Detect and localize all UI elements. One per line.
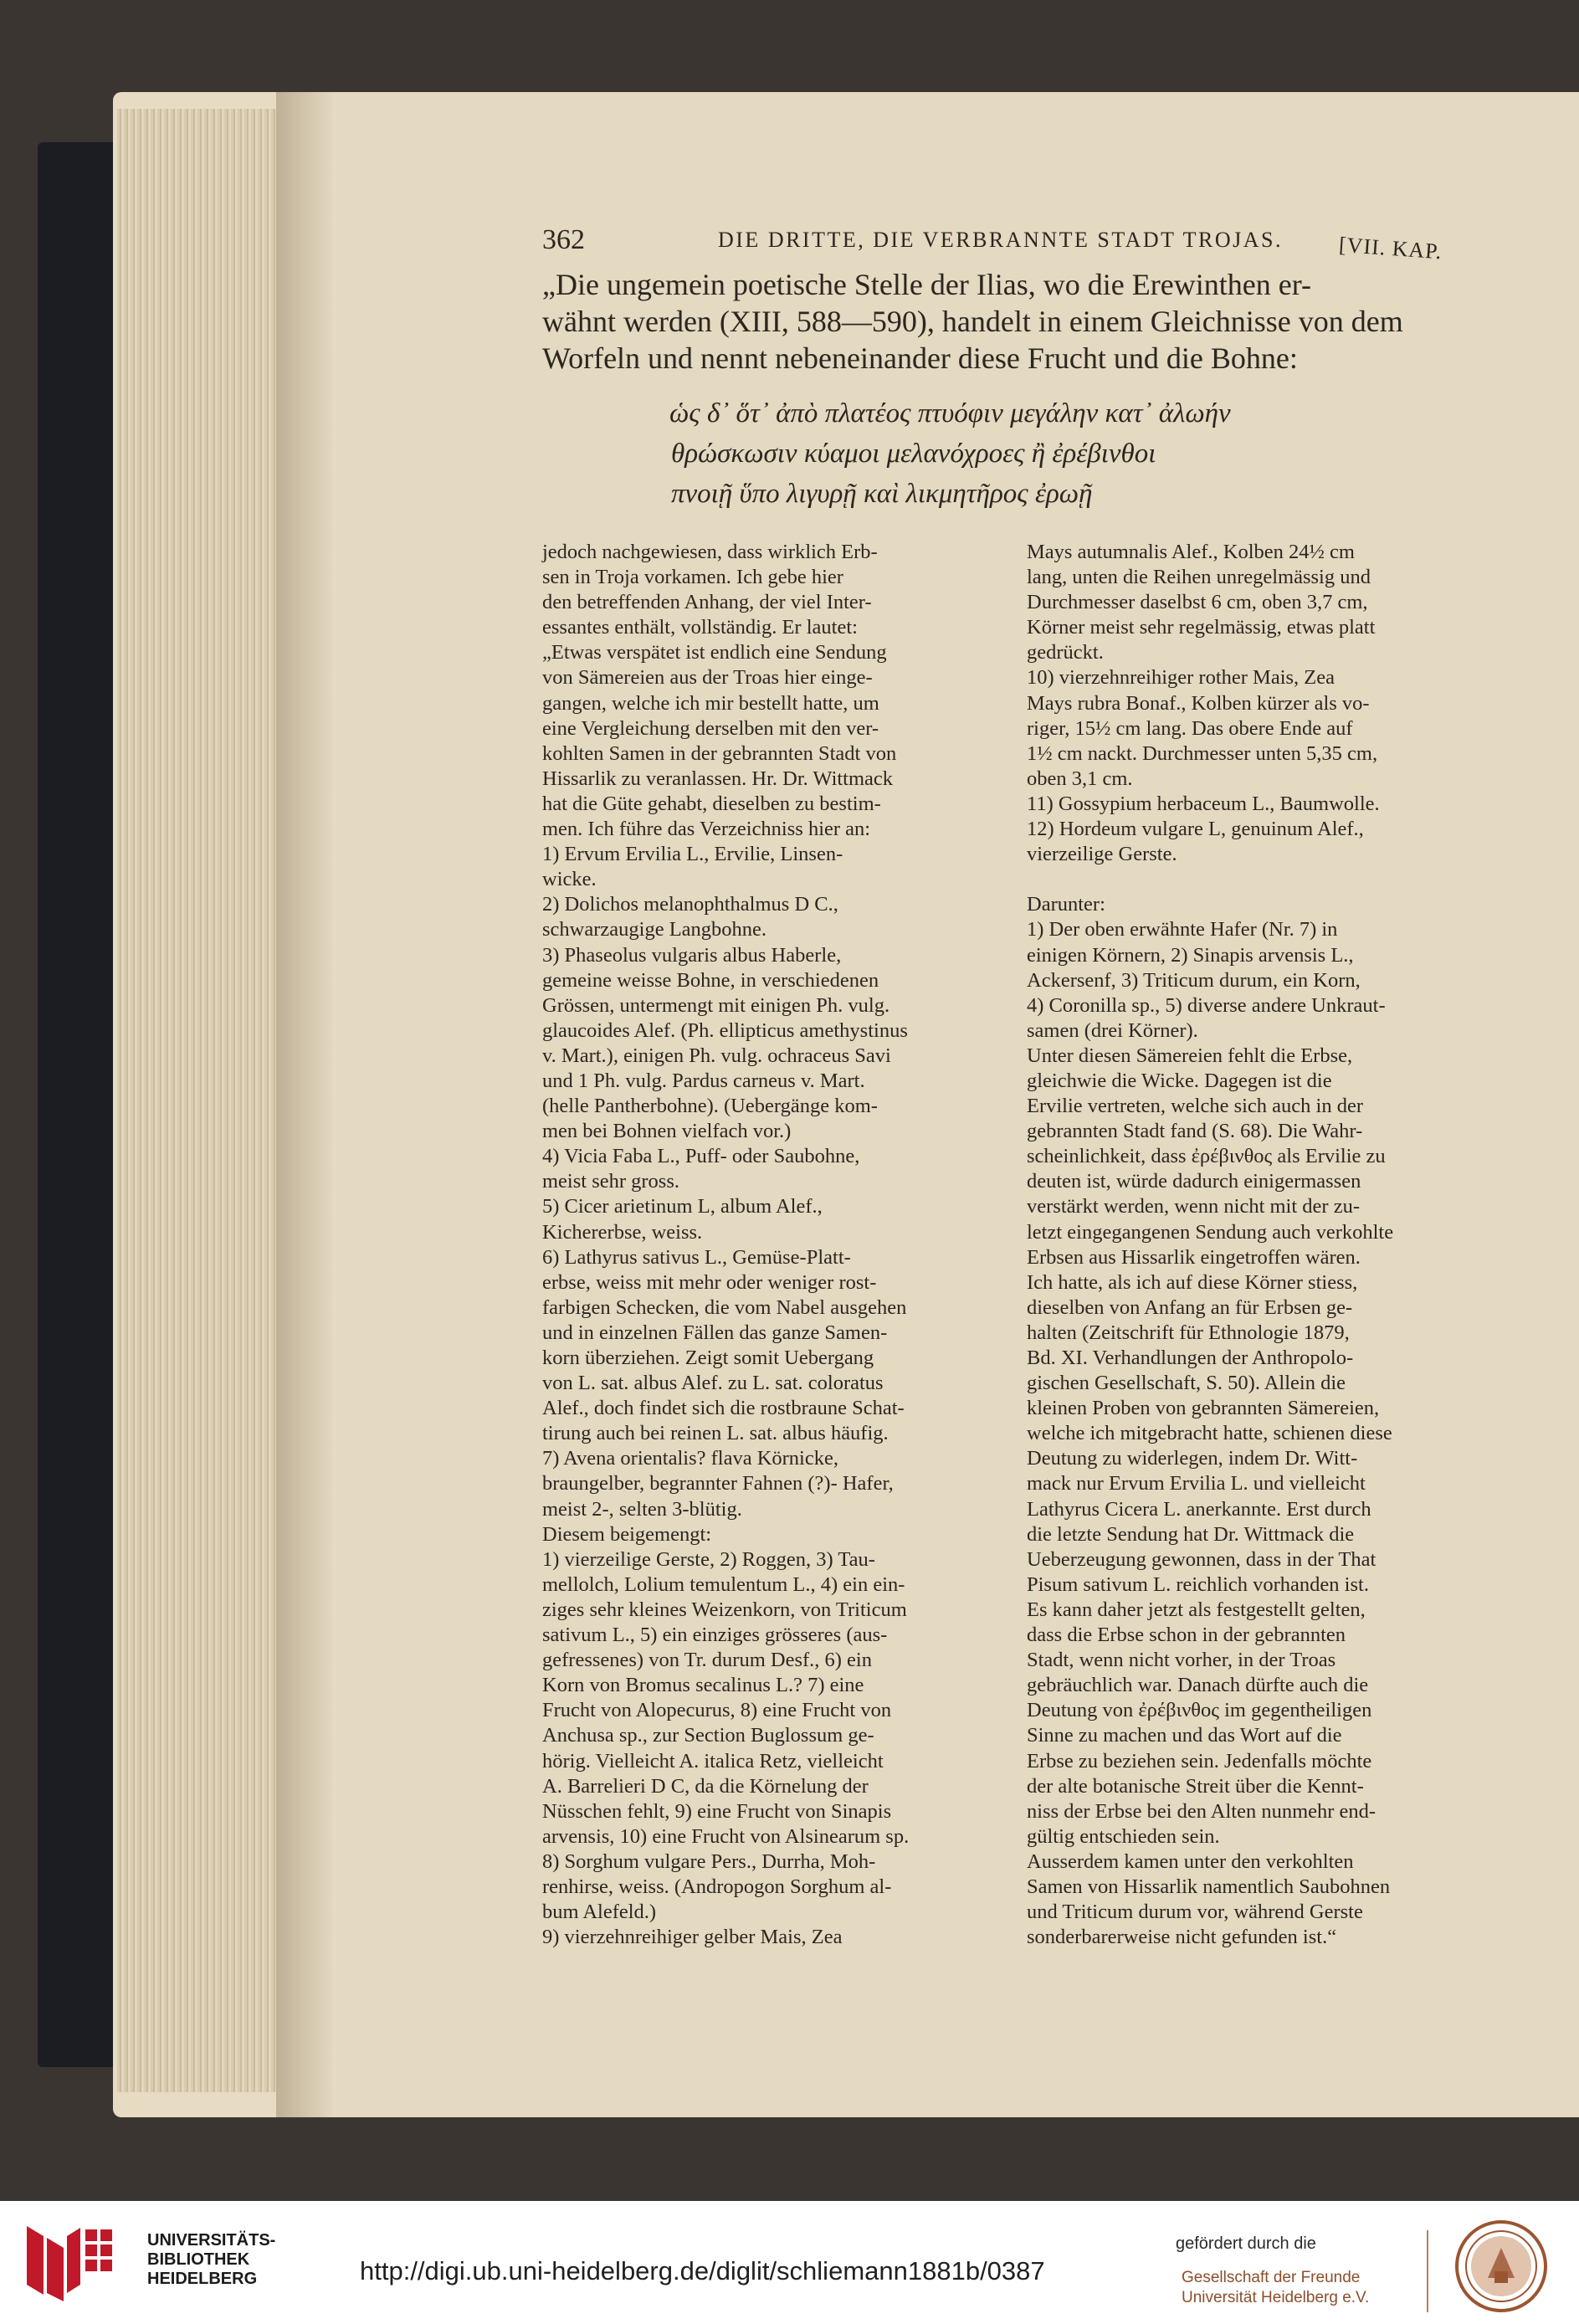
greek-quote [669,393,1423,514]
text-line: arvensis, 10) eine Frucht von Alsinearum sp. [542,1824,910,1848]
text-line: Durchmesser daselbst 6 cm, oben 3,7 cm, [1027,591,1368,614]
text-line: gemeine weisse Bohne, in verschiedenen [542,968,879,992]
text-line: Anchusa sp., zur Section Buglossum ge- [542,1724,874,1747]
text-line: men. Ich führe das Verzeichniss hier an: [542,818,871,841]
text-line: gefressenes) von Tr. durum Desf., 6) ein [542,1649,872,1672]
text-line: die letzte Sendung hat Dr. Wittmack die [1027,1522,1355,1546]
text-line: 2) Dolichos melanophthalmus D C., [542,893,838,916]
page-number: 362 [542,224,585,255]
text-line: Sinne zu machen und das Wort auf die [1027,1724,1342,1747]
left-text-column [542,540,986,1950]
text-line: Diesem beigemengt: [542,1522,712,1546]
text-line: korn überziehen. Zeigt somit Uebergang [542,1347,874,1369]
text-line: 9) vierzehnreihiger gelber Mais, Zea [542,1926,843,1949]
text-line: gleichwie die Wicke. Dagegen ist die [1027,1069,1332,1092]
text-line: gangen, welche ich mir bestellt hatte, um [542,691,879,715]
text-line: niss der Erbse bei den Alten nunmehr end- [1027,1799,1376,1823]
text-line: Körner meist sehr regelmässig, etwas platt [1027,616,1376,639]
text-line: und 1 Ph. vulg. Pardus carneus v. Mart. [542,1069,865,1092]
text-line: Mays autumnalis Alef., Kolben 24½ cm [1027,541,1355,563]
text-line: A. Barrelieri D C, da die Körnelung der [542,1774,869,1798]
text-line: deuten ist, würde dadurch einigermassen [1027,1170,1361,1193]
text-line: meist 2-, selten 3-blütig. [542,1497,742,1521]
text-line: Erbsen aus Hissarlik eingetroffen wären. [1027,1245,1361,1269]
text-line: 11) Gossypium herbaceum L., Baumwolle. [1027,792,1380,815]
text-line: 1) Ervum Ervilia L., Ervilie, Linsen- [542,843,843,866]
text-line: 8) Sorghum vulgare Pers., Durrha, Moh- [542,1849,876,1873]
text-line: hat die Güte gehabt, dieselben zu bestim- [542,792,881,815]
text-line: Ich hatte, als ich auf diese Körner stiess, [1027,1270,1358,1294]
text-line: verstärkt werden, wenn nicht mit der zu- [1027,1195,1360,1218]
text-line: 1½ cm nackt. Durchmesser unten 5,35 cm, [1027,741,1378,765]
text-line: welche ich mitgebracht hatte, schienen diese [1027,1422,1392,1445]
text-line: der alte botanische Streit über die Kennt- [1027,1774,1364,1798]
text-line: scheinlichkeit, dass ἐρέβινθος als Ervilie zu [1027,1145,1386,1168]
text-line: Lathyrus Cicera L. anerkannte. Erst durch [1027,1497,1371,1521]
text-line: men bei Bohnen vielfach vor.) [542,1120,792,1143]
text-line: (helle Pantherbohne). (Uebergänge kom- [542,1095,878,1118]
text-line: von L. sat. albus Alef. zu L. sat. coloratus [542,1372,884,1395]
text-line: einigen Körnern, 2) Sinapis arvensis L., [1027,943,1354,967]
text-line: braungelber, begrannter Fahnen (?)- Hafer, [542,1472,894,1495]
text-line: dieselben von Anfang an für Erbsen ge- [1027,1295,1353,1319]
sponsor-divider [1427,2230,1428,2312]
text-line: 5) Cicer arietinum L, album Alef., [542,1195,823,1218]
text-line: Korn von Bromus secalinus L.? 7) eine [542,1674,864,1697]
text-line: kohlten Samen in der gebrannten Stadt von [542,741,897,765]
text-line: gebräuchlich war. Danach dürfte auch die [1027,1674,1369,1697]
text-line: gebrannten Stadt fand (S. 68). Die Wahr- [1027,1120,1363,1143]
text-line: Alef., doch findet sich die rostbraune Schat- [542,1397,905,1420]
text-line: Deutung von ἐρέβινθος im gegentheiligen [1027,1699,1372,1722]
text-line: Ervilie vertreten, welche sich auch in der [1027,1095,1364,1118]
text-line: Stadt, wenn nicht vorher, in der Troas [1027,1649,1336,1672]
text-line: Darunter: [1027,893,1105,916]
greek-line: πνοιῇ ὕπο λιγυρῇ καὶ λικμητῆρος ἐρωῇ [671,479,1093,509]
text-line: tirung auch bei reinen L. sat. albus häufig. [542,1422,889,1445]
text-line: lang, unten die Reihen unregelmässig und [1027,566,1371,589]
text-line: sen in Troja vorkamen. Ich gebe hier [542,566,843,589]
text-line: riger, 15½ cm lang. Das obere Ende auf [1027,716,1353,740]
text-line: und in einzelnen Fällen das ganze Samen- [542,1321,888,1344]
text-line: wicke. [542,868,597,891]
text-line: 4) Vicia Faba L., Puff- oder Saubohne, [542,1145,860,1168]
text-line: Es kann daher jetzt als festgestellt gelten, [1027,1598,1366,1621]
chapter-mark: [VII. KAP. [1338,232,1443,264]
text-line: gischen Gesellschaft, S. 50). Allein die [1027,1372,1346,1395]
text-line: eine Vergleichung derselben mit den ver- [542,716,879,740]
text-line [1027,867,1462,892]
sponsor-name-line: Universität Heidelberg e.V. [1182,2289,1370,2306]
text-line: von Sämereien aus der Troas hier einge- [542,666,873,690]
text-line: samen (drei Körner). [1027,1018,1198,1042]
sponsor-label: gefördert durch die [1176,2234,1316,2253]
text-line: Nüsschen fehlt, 9) eine Frucht von Sinapis [542,1799,892,1823]
text-line: ziges sehr kleines Weizenkorn, von Triticum [542,1598,907,1621]
text-line: dass die Erbse schon in der gebrannten [1027,1624,1346,1647]
text-line: 6) Lathyrus sativus L., Gemüse-Platt- [542,1245,851,1269]
university-library-logo-icon [18,2219,131,2303]
right-text-column [1027,540,1462,1950]
text-line: renhirse, weiss. (Andropogon Sorghum al- [542,1875,892,1898]
intro-line: Worfeln und nennt nebeneinander diese Frucht und die Bohne: [542,341,1298,375]
text-line: meist sehr gross. [542,1170,679,1193]
university-seal-icon [1454,2219,1548,2313]
text-line: Frucht von Alopecurus, 8) eine Frucht von [542,1699,892,1722]
text-line: glaucoides Alef. (Ph. ellipticus amethystinus [542,1018,908,1042]
text-line: 10) vierzehnreihiger rother Mais, Zea [1027,666,1335,690]
text-line: halten (Zeitschrift für Ethnologie 1879, [1027,1321,1350,1344]
text-line: Grössen, untermengt mit einigen Ph. vulg. [542,993,890,1017]
text-line: mellolch, Lolium temulentum L., 4) ein ein- [542,1572,905,1596]
greek-line: ὡς δ᾽ ὅτ᾽ ἀπὸ πλατέος πτυόφιν μεγάλην κατ᾽ ἀλωήν [669,398,1231,428]
text-line: Erbse zu beziehen sein. Jedenfalls möchte [1027,1749,1372,1772]
intro-paragraph [542,266,1421,377]
text-line: Kichererbse, weiss. [542,1220,703,1244]
text-line: farbigen Schecken, die vom Nabel ausgehen [542,1295,907,1319]
text-line: gültig entschieden sein. [1027,1824,1220,1848]
text-line: Ueberzeugung gewonnen, dass in der That [1027,1547,1376,1571]
text-line: Hissarlik zu veranlassen. Hr. Dr. Wittmack [542,767,894,790]
text-line: Pisum sativum L. reichlich vorhanden ist. [1027,1572,1369,1596]
viewer-footer [0,2201,1579,2324]
text-line: Unter diesen Sämereien fehlt die Erbse, [1027,1044,1353,1067]
greek-line: θρώσκωσιν κύαμοι μελανόχροες ἢ ἐρέβινθοι [671,439,1156,469]
text-line: v. Mart.), einigen Ph. vulg. ochraceus Savi [542,1044,891,1067]
text-line: Mays rubra Bonaf., Kolben kürzer als vo- [1027,691,1370,715]
text-line: „Etwas verspätet ist endlich eine Sendung [542,641,887,664]
text-line: Ausserdem kamen unter den verkohlten [1027,1849,1354,1873]
text-line: erbse, weiss mit mehr oder weniger rost- [542,1270,877,1294]
text-line: schwarzaugige Langbohne. [542,918,767,941]
permalink-url[interactable]: http://digi.ub.uni-heidelberg.de/diglit/schliemann1881b/0387 [360,2256,1045,2286]
sponsor-name [1182,2268,1369,2308]
text-line: oben 3,1 cm. [1027,767,1133,790]
page-fore-edge [117,109,293,2092]
text-line: sativum L., 5) ein einziges grösseres (aus- [542,1624,888,1647]
text-line: den betreffenden Anhang, der viel Inter- [542,591,872,614]
library-name-line: UNIVERSITÄTS- [147,2231,276,2250]
text-line: jedoch nachgewiesen, dass wirklich Erb- [542,541,878,563]
text-line: 1) vierzeilige Gerste, 2) Roggen, 3) Tau- [542,1547,875,1571]
intro-line: wähnt werden (XIII, 588—590), handelt in einem Gleichnisse von dem [542,305,1403,338]
text-line: 1) Der oben erwähnte Hafer (Nr. 7) in [1027,918,1338,941]
text-line: kleinen Proben von gebrannten Sämereien, [1027,1397,1380,1420]
text-line: und Triticum durum vor, während Gerste [1027,1901,1363,1924]
text-line: 7) Avena orientalis? flava Körnicke, [542,1447,838,1470]
text-line: 3) Phaseolus vulgaris albus Haberle, [542,943,842,967]
text-line: vierzeilige Gerste. [1027,843,1177,866]
text-line: essantes enthält, vollständig. Er lautet: [542,616,858,639]
library-name [147,2231,275,2289]
text-line: gedrückt. [1027,641,1104,664]
text-line: letzt eingegangenen Sendung auch verkohlte [1027,1220,1394,1244]
text-line: Deutung zu widerlegen, indem Dr. Witt- [1027,1447,1358,1470]
text-line: bum Alefeld.) [542,1901,657,1924]
text-line: 4) Coronilla sp., 5) diverse andere Unkraut- [1027,993,1386,1017]
text-line: hörig. Vielleicht A. italica Retz, vielleicht [542,1749,884,1772]
library-name-line: BIBLIOTHEK [147,2250,250,2269]
sponsor-name-line: Gesellschaft der Freunde [1182,2269,1361,2286]
running-title: DIE DRITTE, DIE VERBRANNTE STADT TROJAS. [718,228,1283,252]
text-line: Ackersenf, 3) Triticum durum, ein Korn, [1027,968,1361,992]
text-line: Bd. XI. Verhandlungen der Anthropolo- [1027,1347,1354,1369]
text-line: 12) Hordeum vulgare L, genuinum Alef., [1027,818,1364,841]
library-name-line: HEIDELBERG [147,2270,258,2288]
text-line: mack nur Ervum Ervilia L. und vielleicht [1027,1472,1366,1495]
text-line: Samen von Hissarlik namentlich Saubohnen [1027,1875,1391,1898]
text-line: sonderbarerweise nicht gefunden ist.“ [1027,1926,1337,1949]
intro-line: „Die ungemein poetische Stelle der Ilias, wo die Erewinthen er- [542,268,1311,301]
